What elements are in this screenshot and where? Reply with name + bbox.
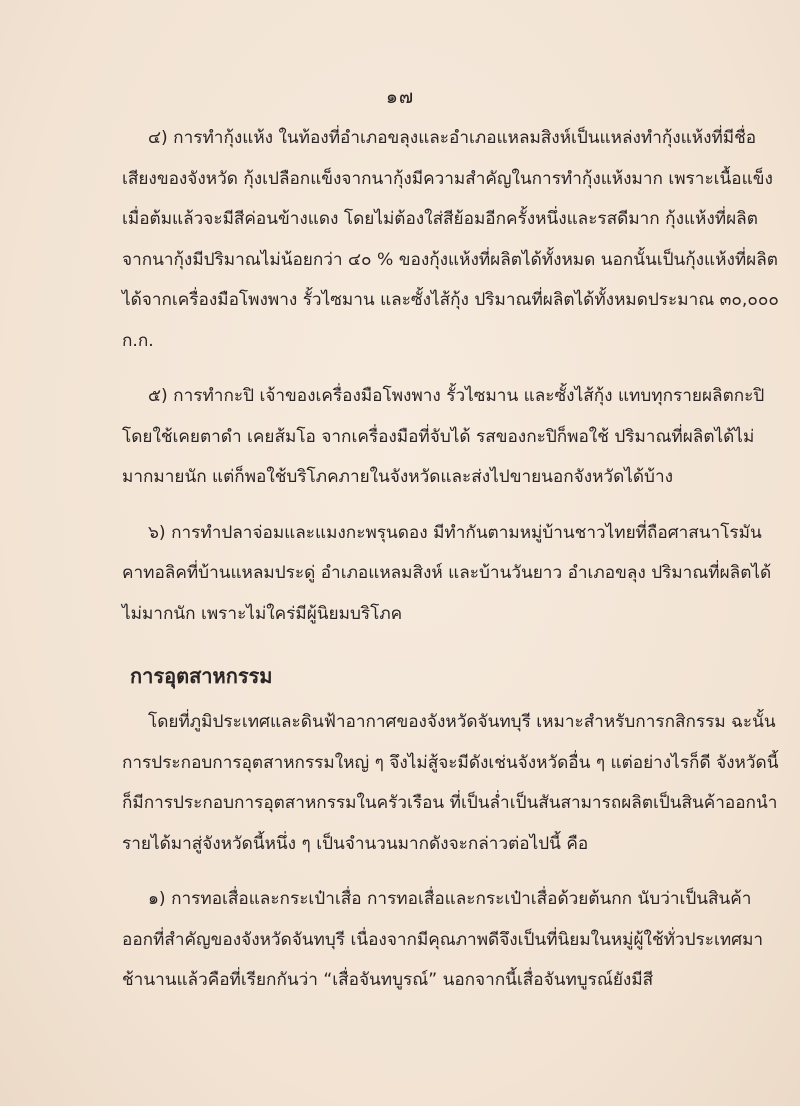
paragraph-dried-shrimp: ๔) การทำกุ้งแห้ง ในท้องที่อำเภอขลุงและอำเภอแหลมสิงห์เป็นแหล่งทำกุ้งแห้งที่มีชื่อเสียงของจังหวัด กุ้งเปลือกแข็งจากนากุ้งมีความสำคัญในการทำกุ้งแห้งมาก เพราะเนื้อแข็งเมื่อต้มแล้วจะมีสีค่อนข้างแดง โดยไม่ต้องใส่สีย้อมอีกครั้งหนึ่งและรสดีมาก กุ้งแห้งที่ผลิตจากนากุ้งมีปริมาณไม่น้อยกว่า ๔๐ % ของกุ้งแห้งที่ผลิตได้ทั้งหมด นอกนั้นเป็นกุ้งแห้งที่ผลิตได้จากเครื่องมือโพงพาง รั้วไซมาน และซั้งไส้กุ้ง ปริมาณที่ผลิตได้ทั้งหมดประมาณ ๓๐,๐๐๐ ก.ก. (122, 128, 779, 351)
document-body (122, 118, 782, 1001)
paragraph-mat-weaving: ๑) การทอเสื่อและกระเป๋าเสื่อ การทอเสื่อและกระเป๋าเสื่อด้วยต้นกก นับว่าเป็นสินค้าออกที่สำคัญของจังหวัดจันทบุรี เนื่องจากมีคุณภาพดีจึงเป็นที่นิยมในหมู่ผู้ใช้ทั่วประเทศมาช้านานแล้วคือที่เรียกกันว่า “เสื่อจันทบูรณ์” นอกจากนี้เสื่อจันทบูรณ์ยังมีสี (122, 889, 764, 990)
page-number: ๑๗ (385, 86, 415, 108)
paragraph-industry-intro: โดยที่ภูมิประเทศและดินฟ้าอากาศของจังหวัดจันทบุรี เหมาะสำหรับการกสิกรรม ฉะนั้น การประกอบการอุตสาหกรรมใหญ่ ๆ จึงไม่สู้จะมีดังเช่นจังหวัดอื่น ๆ แต่อย่างไรก็ดี จังหวัดนี้ก็มีการประกอบการอุตสาหกรรมในครัวเรือน ที่เป็นล่ำเป็นสันสามารถผลิตเป็นสินค้าออกนำรายได้มาสู่จังหวัดนี้หนึ่ง ๆ เป็นจำนวนมากดังจะกล่าวต่อไปนี้ คือ (122, 712, 779, 854)
section-heading-industry: การอุตสาหกรรม (130, 664, 273, 688)
paragraph-fermented-fish: ๖) การทำปลาจ่อมและแมงกะพรุนดอง มีทำกันตามหมู่บ้านชาวไทยที่ถือศาสนาโรมันคาทอลิคที่บ้านแหลมประดู่ อำเภอแหลมสิงห์ และบ้านวันยาว อำเภอขลุง ปริมาณที่ผลิตได้ไม่มากนัก เพราะไม่ใคร่มีผู้นิยมบริโภค (122, 522, 772, 624)
paragraph-shrimp-paste: ๕) การทำกะปิ เจ้าของเครื่องมือโพงพาง รั้วไซมาน และซั้งไส้กุ้ง แทบทุกรายผลิตกะปิ โดยใช้เคยตาดำ เคยส้มโอ จากเครื่องมือที่จับได้ รสของกะปิก็พอใช้ ปริมาณที่ผลิตได้ไม่มากมายนัก แต่ก็พอใช้บริโภคภายในจังหวัดและส่งไปขายนอกจังหวัดได้บ้าง (122, 386, 765, 487)
